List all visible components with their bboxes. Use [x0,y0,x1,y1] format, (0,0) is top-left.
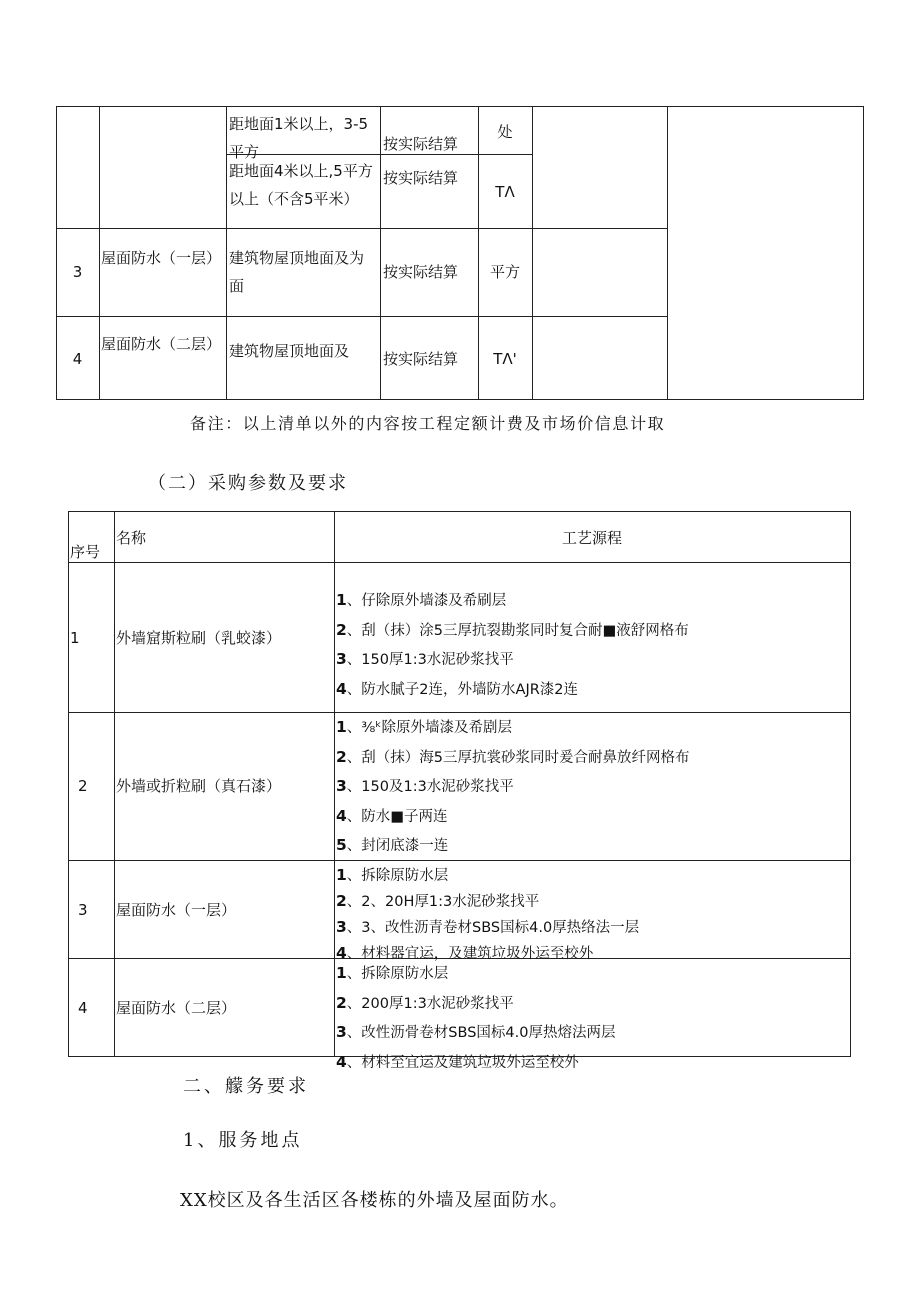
row4-num: 4 [72,350,83,368]
row3-method: 按实际结算 [383,263,459,281]
header-process: 工艺源程 [561,529,622,547]
t2-row3-name: 屋面防水（一层） [116,901,237,919]
row4-unit: TΛ' [493,350,517,368]
row1-unit: 处 [497,123,513,141]
t2-row1-name: 外墙窟斯粒刷（乳蛟漆） [116,629,282,647]
step: 4、防水腻子2连，外墙防水AJR漆2连 [336,679,579,698]
t2-row4-steps [336,959,848,1071]
step: 2、刮（抹）涂5三厚抗裂勘浆同时复合耐■液舒网格布 [336,620,689,639]
step: 1、拆除原防水层 [336,866,449,884]
section-title: （二）采购参数及要求 [148,473,348,494]
header-num: 序号 [70,543,101,561]
heading-location: 1、服务地点 [183,1130,303,1151]
t2-row1-num: 1 [70,629,80,647]
row3-name: 屋面防水（一层） [101,249,222,267]
row4-desc: 建筑物屋顶地面及 [229,342,350,360]
t2-row3-num: 3 [78,901,88,919]
row3-num: 3 [72,263,83,281]
t2-row3-steps [336,861,848,962]
step: 1、仔除原外墙漆及希刷层 [336,591,507,609]
step: 3、3、改性沥青卷材SBS国标4.0厚热络法一层 [336,918,640,936]
t2-row2-num: 2 [78,777,88,795]
step: 4、材料器宜运，及建筑垃圾外运至校外 [336,944,594,962]
row2-desc: 距地面4米以上,5平方以上（不含5平米） [229,162,373,208]
step: 2、刮（抹）海5三厚抗裳砂浆同时爰合耐鼻放纤网格布 [336,747,690,766]
row4-method: 按实际结算 [383,350,459,368]
row3-desc: 建筑物屋顶地面及为面 [229,249,365,295]
step: 1、拆除原防水层 [336,964,449,982]
t2-row2-steps [336,713,848,859]
step: 3、150及1:3水泥砂浆找平 [336,777,514,795]
step: 5、封闭底漆一连 [336,836,449,854]
heading-service: 二、艨务要求 [183,1076,309,1097]
step: 1、⅜ᵏ除原外墙漆及希剧层 [336,718,513,736]
row1-desc: 距地面1米以上，3-5平方 [229,115,369,161]
step: 3、改性沥骨卷材SBS国标4.0厚热熔法两层 [336,1023,616,1041]
header-name: 名称 [116,529,147,547]
row4-name: 屋面防水（二层） [101,335,222,353]
row3-unit: 平方 [489,263,520,281]
step: 4、防水■子两连 [336,806,448,825]
t2-row4-name: 屋面防水（二层） [116,999,237,1017]
t2-row2-name: 外墙或折粒刷（真石漆） [116,777,282,795]
step: 4、材料至宜运及建筑垃圾外运至校外 [336,1052,579,1071]
table-note: 备注：以上清单以外的内容按工程定额计费及市场价信息计取 [190,414,666,433]
location-text: XX校区及各生活区各楼栋的外墙及屋面防水。 [180,1190,569,1211]
step: 2、200厚1:3水泥砂浆找平 [336,993,514,1012]
row2-method: 按实际结算 [383,169,459,187]
step: 3、150厚1:3水泥砂浆找平 [336,650,514,668]
step: 2、2、20H厚1:3水泥砂浆找平 [336,892,540,910]
row2-unit: TΛ [495,183,515,201]
t2-row1-steps [336,586,848,710]
row1-method: 按实际结算 [383,135,459,153]
t2-row4-num: 4 [78,999,88,1017]
